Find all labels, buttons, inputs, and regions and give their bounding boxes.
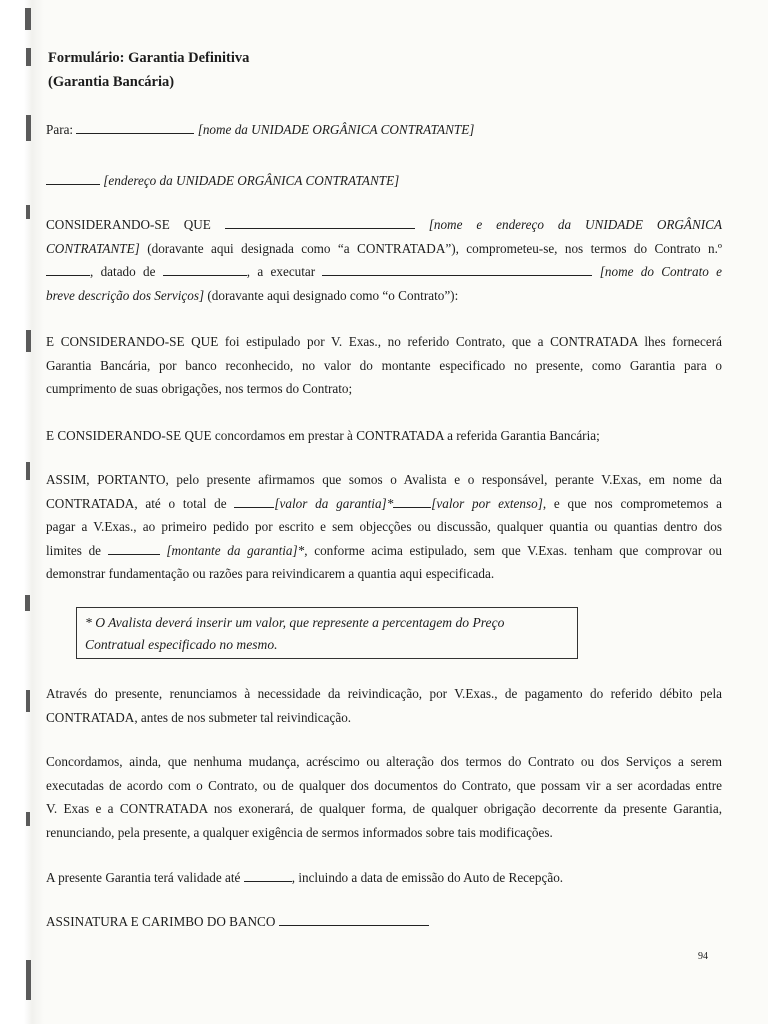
guarantee-value-blank (234, 495, 274, 508)
signature-label: ASSINATURA E CARIMBO DO BANCO (46, 914, 276, 929)
considering1-line-3 (46, 260, 722, 284)
renounce-line-2: CONTRATADA, antes de nos submeter tal reivindicação. (46, 709, 352, 725)
contractor-blank (225, 216, 415, 229)
contractor-placeholder: [nome e endereço da UNIDADE ORGÂNICA (428, 217, 723, 232)
assim-line-1: ASSIM, PORTANTO, pelo presente afirmamos que somos o Avalista e o responsável, perante V.Exas, em nome da (46, 472, 722, 487)
considering1-text-2: (doravante aqui designada como “a CONTRATADA”), comprometeu-se, nos termos do Contrato n.º (147, 240, 722, 256)
considering1-text-4: (doravante aqui designado como “o Contrato”): (207, 287, 459, 303)
considering2-line-2: Garantia Bancária, por banco reconhecido, no valor do montante especificado no presente, como Garantia para o (46, 357, 722, 373)
address-blank (46, 172, 100, 185)
guarantee-words-placeholder: [valor por extenso] (431, 495, 543, 511)
assim-line-4 (46, 539, 722, 563)
contract-date-blank (163, 263, 247, 276)
assim-paragraph (46, 468, 722, 586)
guarantee-value-placeholder: [valor da garantia]* (274, 495, 394, 511)
assim-line-2 (46, 492, 722, 516)
page-number: 94 (698, 951, 708, 962)
considering2-line-3: cumprimento de suas obrigações, nos termos do Contrato; (46, 381, 353, 396)
execute-label: , a executar (246, 264, 316, 279)
considering1-line-2 (46, 237, 722, 261)
address-placeholder: [endereço da UNIDADE ORGÂNICA CONTRATANTE] (103, 173, 400, 188)
assim-text-4a: limites de (46, 542, 102, 558)
considering1-line-4 (46, 284, 722, 308)
guarantor-note-box (76, 607, 578, 659)
assim-text-4b: , conforme acima estipulado, sem que V.Exas. tenham que comprovar ou (304, 542, 722, 558)
validity-line (46, 866, 722, 890)
considering-paragraph-1 (46, 213, 722, 307)
assim-text-2b: , e que nos comprometemos a (542, 495, 723, 511)
contract-name-blank (322, 263, 592, 276)
contractor-placeholder-cont: CONTRATANTE] (46, 240, 140, 256)
address-line (46, 169, 722, 193)
form-title: Formulário: Garantia Definitiva (48, 50, 250, 66)
considering1-line-1 (46, 213, 722, 237)
considering-paragraph-2 (46, 330, 722, 401)
page-binding-edge (0, 0, 44, 1024)
agree-line-1: Concordamos, ainda, que nenhuma mudança, acréscimo ou alteração dos termos do Contrato ou dos Serviços a serem (46, 754, 722, 769)
validity-date-blank (244, 869, 292, 882)
contract-number-blank (46, 263, 90, 276)
dated-label: , datado de (90, 264, 156, 279)
note-line-1: * O Avalista deverá inserir um valor, que represente a percentagem do Preço (85, 615, 505, 630)
recipient-name-placeholder: [nome da UNIDADE ORGÂNICA CONTRATANTE] (197, 122, 475, 137)
document-page (46, 0, 726, 1024)
recipient-name-blank (76, 121, 194, 134)
assim-line-3: pagar a V.Exas., ao primeiro pedido por escrito e sem objecções ou discussão, qualquer quantia ou quantias dentro dos (46, 519, 722, 534)
para-line (46, 118, 722, 142)
agree-paragraph (46, 750, 722, 844)
signature-blank (279, 913, 429, 926)
validity-text-b: , incluindo a data de emissão do Auto de Recepção. (291, 870, 564, 885)
guarantee-words-blank (393, 495, 431, 508)
signature-line (46, 910, 722, 934)
contract-name-placeholder: [nome do Contrato e (599, 264, 723, 279)
form-subtitle: (Garantia Bancária) (48, 74, 175, 90)
assim-text-2a: CONTRATADA, até o total de (46, 495, 227, 511)
guarantee-amount-blank (108, 542, 160, 555)
renounce-line-1: Através do presente, renunciamos à necessidade da reivindicação, por V.Exas., de pagamento do referido débito pela (46, 686, 722, 701)
considering1-prefix: CONSIDERANDO-SE QUE (46, 217, 211, 232)
guarantee-amount-placeholder: [montante da garantia]* (166, 542, 305, 558)
para-label: Para: (46, 122, 74, 137)
agree-line-3: V. Exas e a CONTRATADA nos exonerará, de qualquer forma, de qualquer obrigação decorrente da presente Garantia, (46, 801, 722, 816)
assim-line-5: demonstrar fundamentação ou razões para reivindicarem a quantia aqui especificada. (46, 566, 495, 581)
renounce-paragraph (46, 682, 722, 729)
validity-text-a: A presente Garantia terá validade até (46, 870, 241, 885)
services-placeholder: breve descrição dos Serviços] (46, 287, 205, 303)
agree-line-4: renunciando, pela presente, a qualquer exigência de sermos informados sobre tais modificações. (46, 824, 553, 840)
note-line-2: Contratual especificado no mesmo. (85, 637, 278, 652)
agree-line-2: executadas de acordo com o Contrato, ou de qualquer dos documentos do Contrato, que possam vir a ser acordadas entre (46, 777, 722, 793)
considering-paragraph-3: E CONSIDERANDO-SE QUE concordamos em prestar à CONTRATADA a referida Garantia Bancária; (46, 428, 600, 443)
considering2-line-1: E CONSIDERANDO-SE QUE foi estipulado por V. Exas., no referido Contrato, que a CONTRATADA lhes fornecerá (46, 334, 722, 349)
